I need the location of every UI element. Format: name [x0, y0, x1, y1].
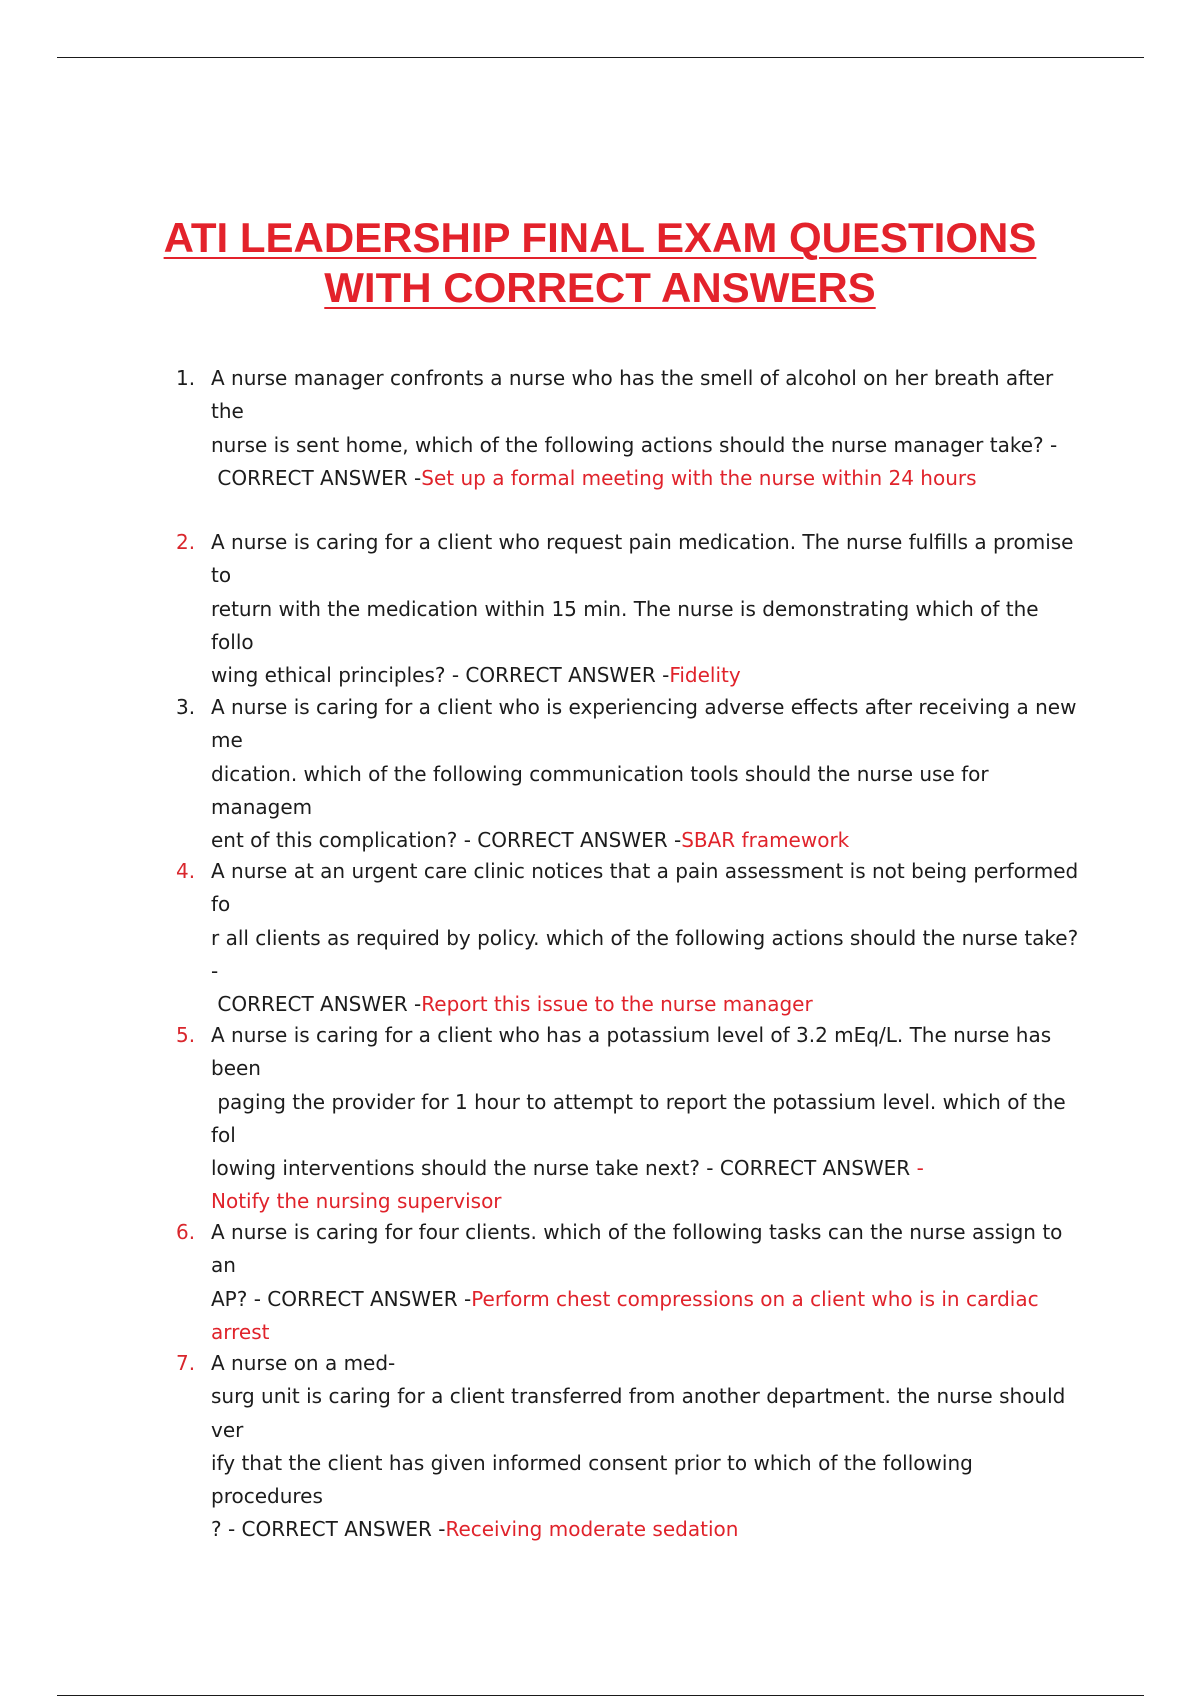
question-item	[176, 691, 1081, 857]
question-number: 7.	[176, 1351, 196, 1375]
question-item	[176, 362, 1081, 495]
question-number: 3.	[176, 695, 196, 719]
correct-answer: Report this issue to the nurse manager	[421, 992, 813, 1017]
question-number: 2.	[176, 530, 196, 554]
question-body: A nurse is caring for a client who has a potassium level of 3.2 mEq/L. The nurse has been paging the provider for 1 hour to attempt to report the potassium level. which of the fol lowing interventions should the nurse take next? - CORRECT ANSWER - Notify the nursing supervisor	[211, 1023, 1066, 1214]
correct-answer: Perform chest compressions on a client who is in cardiac arrest	[211, 1286, 1039, 1344]
correct-answer: Receiving moderate sedation	[445, 1517, 739, 1542]
correct-answer: Notify the nursing supervisor	[211, 1189, 502, 1214]
question-body: A nurse is caring for four clients. which of the following tasks can the nurse assign to an AP? - CORRECT ANSWER -Perform chest compressions on a client who is in cardiac arrest	[211, 1220, 1063, 1344]
question-item	[176, 526, 1081, 692]
question-body: A nurse at an urgent care clinic notices that a pain assessment is not being performed fo r all clients as required by policy. which of the following actions should the nurse take? - CORRECT ANSWER -Report this issue to the nurse manager	[211, 859, 1079, 1017]
question-body: A nurse is caring for a client who is experiencing adverse effects after receiving a new me dication. which of the following communication tools should the nurse use for managem ent of this complication? - CORRECT ANSWER -SBAR framework	[211, 695, 1077, 853]
bottom-rule	[57, 1695, 1144, 1696]
question-number: 1.	[176, 366, 196, 390]
title-line-2: WITH CORRECT ANSWERS	[324, 264, 876, 311]
title-line-1: ATI LEADERSHIP FINAL EXAM QUESTIONS	[163, 214, 1037, 261]
question-item	[176, 1347, 1081, 1547]
top-rule	[57, 57, 1144, 58]
question-body: A nurse on a med- surg unit is caring for a client transferred from another department. the nurse should ver ify that the client has given informed consent prior to which of the following procedures ? - CORRECT ANSWER -Receiving moderate sedation	[211, 1351, 1066, 1542]
question-item	[176, 855, 1081, 1021]
correct-answer: SBAR framework	[681, 828, 850, 853]
question-number: 5.	[176, 1023, 196, 1047]
document-title	[0, 213, 1200, 313]
question-number: 4.	[176, 859, 196, 883]
correct-answer: Set up a formal meeting with the nurse within 24 hours	[421, 465, 977, 490]
question-body: A nurse is caring for a client who request pain medication. The nurse fulfills a promise to return with the medication within 15 min. The nurse is demonstrating which of the follo wing ethical principles? - CORRECT ANSWER -Fidelity	[211, 530, 1074, 688]
question-item	[176, 1019, 1081, 1219]
question-body: A nurse manager confronts a nurse who has the smell of alcohol on her breath after the nurse is sent home, which of the following actions should the nurse manager take? - CORRECT ANSWER -Set up a formal meeting with the nurse within 24 hours	[211, 366, 1058, 490]
correct-answer: Fidelity	[669, 663, 741, 688]
question-item	[176, 1216, 1081, 1349]
question-number: 6.	[176, 1220, 196, 1244]
